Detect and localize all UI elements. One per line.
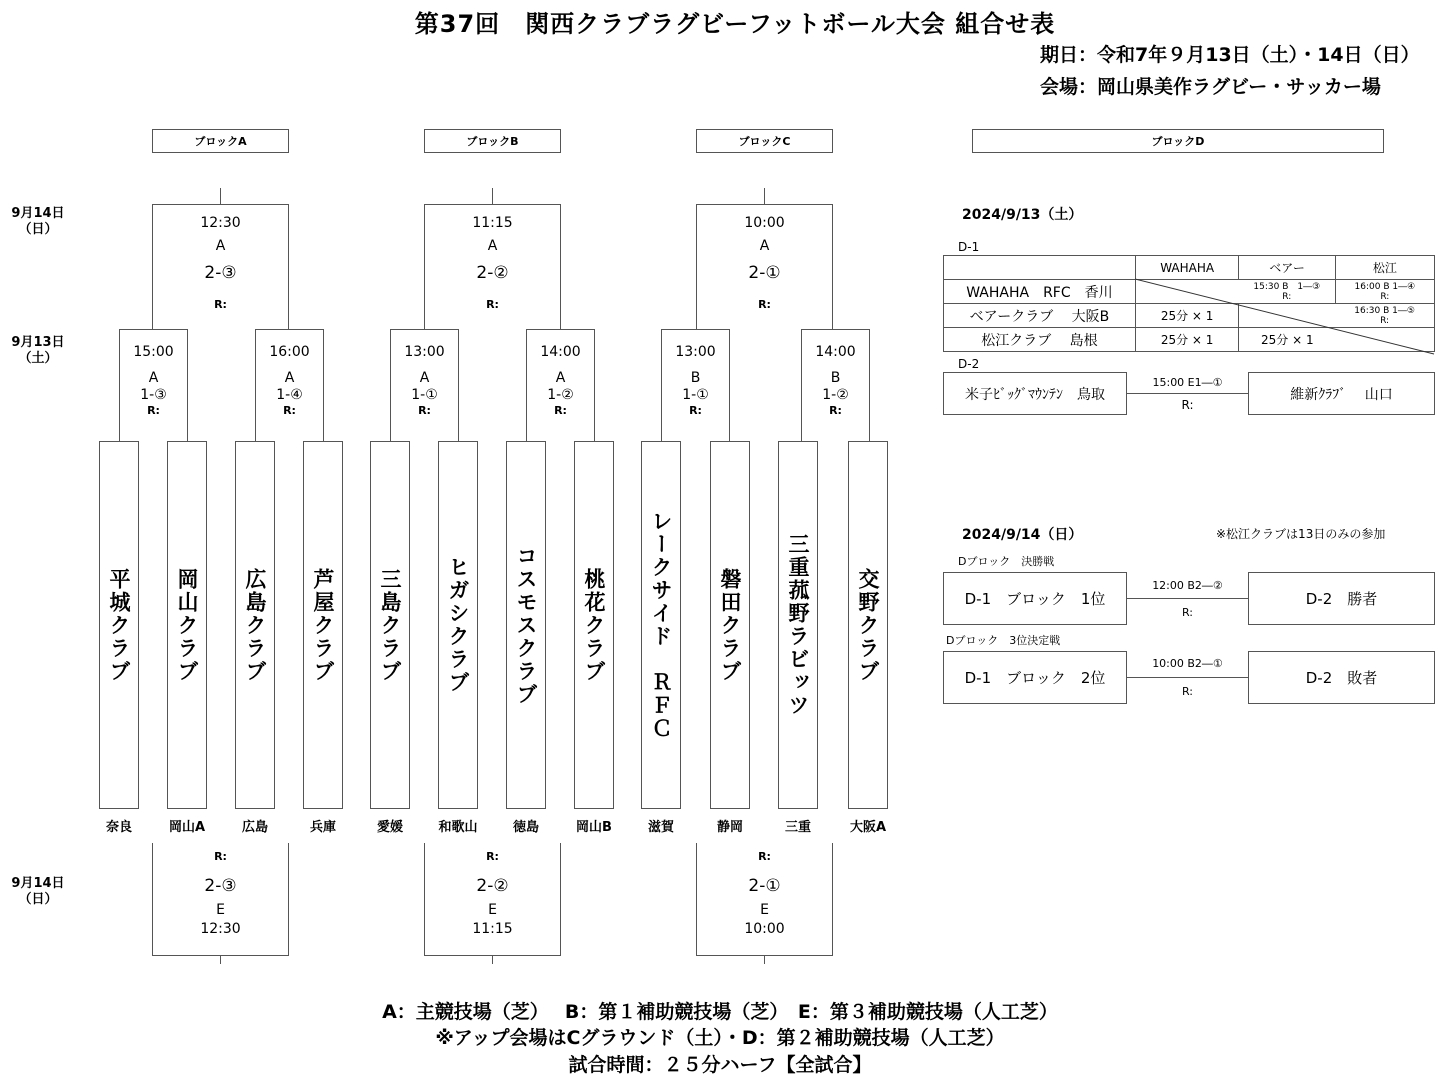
match-code: 1-③ [140, 387, 167, 403]
event-venue: 会場：岡山県美作ラグビー・サッカー場 [1040, 76, 1381, 98]
prefecture-label: 三重 [784, 820, 811, 835]
table-row-team: WAHAHA RFC 香川 [944, 280, 1136, 304]
match-code: 1-② [822, 387, 849, 403]
prefecture-label: 岡山A [168, 820, 206, 835]
referee-label: R: [758, 298, 771, 311]
match-field: A [284, 370, 295, 386]
match-box-c-bottom [696, 843, 833, 956]
referee-label: R: [1181, 685, 1193, 698]
match-box-a-bottom [152, 843, 289, 956]
final-team-right: D-2 勝者 [1248, 572, 1435, 625]
prefecture-label: 岡山B [576, 820, 612, 835]
match-code: 1-② [547, 387, 574, 403]
match-field: B [830, 370, 841, 386]
footer-fields: A：主競技場（芝） B：第１補助競技場（芝） E：第３補助競技場（人工芝） [382, 1001, 1058, 1023]
match-box-first-round [801, 329, 870, 441]
match-code: 2-② [476, 876, 509, 896]
prefecture-label: 大阪A [849, 820, 887, 835]
connector-line [492, 956, 493, 964]
table-row-team: ベアークラブ 大阪B [944, 304, 1136, 328]
referee-label: R: [147, 404, 160, 417]
referee-label: R: [214, 298, 227, 311]
prefecture-label: 愛媛 [376, 820, 403, 835]
referee-label: R: [829, 404, 842, 417]
connector-line [492, 188, 493, 204]
match-box-b-bottom [424, 843, 561, 956]
match-code: 2-③ [204, 263, 237, 283]
match-time: 10:00 [744, 215, 785, 231]
match-field: A [555, 370, 566, 386]
prefecture-label: 滋賀 [647, 820, 674, 835]
referee-label: R: [1181, 398, 1194, 412]
match-time: 14:00 [815, 344, 856, 360]
table-header: WAHAHA [1135, 256, 1239, 280]
match-box-first-round [661, 329, 730, 441]
team-box: 三島クラブ [370, 441, 410, 809]
prefecture-label: 兵庫 [309, 820, 336, 835]
match-time: 15:00 [133, 344, 174, 360]
d2-team-left: 米子ﾋﾞｯｸﾞﾏｳﾝﾃﾝ 鳥取 [943, 372, 1127, 415]
prefecture-label: 静岡 [716, 820, 743, 835]
referee-label: R: [486, 298, 499, 311]
block-d-header: ブロックD [972, 129, 1384, 153]
d1-round-robin-table [943, 255, 1435, 355]
footer-match-time: 試合時間：２５分ハーフ【全試合】 [568, 1054, 872, 1076]
connector-line [1127, 677, 1248, 678]
team-box: 三重菰野ラビッツ [778, 441, 818, 809]
event-date: 期日：令和7年９月13日（土）・14日（日） [1040, 44, 1420, 66]
match-time: 12:30 [200, 921, 241, 937]
match-field: B [690, 370, 701, 386]
match-time: 12:30 [200, 215, 241, 231]
match-box-first-round [119, 329, 188, 441]
team-box: コスモスクラブ [506, 441, 546, 809]
final-label: Dブロック 決勝戦 [958, 555, 1055, 568]
third-match-code: 10:00 B2―① [1152, 657, 1223, 670]
connector-line [220, 188, 221, 204]
third-team-left: D-1 ブロック 2位 [943, 651, 1127, 704]
match-box-a-top [152, 204, 289, 329]
match-field: E [216, 902, 225, 918]
match-field: A [759, 238, 770, 254]
table-cell: 25分 × 1 [1135, 328, 1239, 352]
connector-line [1127, 598, 1248, 599]
match-box-first-round [390, 329, 459, 441]
day-label-sep14-bottom: 9月14日 （日） [11, 876, 65, 907]
final-team-left: D-1 ブロック 1位 [943, 572, 1127, 625]
referee-label: R: [758, 850, 771, 863]
connector-line [764, 188, 765, 204]
block-d-date-day1: 2024/9/13（土） [962, 207, 1083, 223]
match-field: E [760, 902, 769, 918]
prefecture-label: 和歌山 [438, 820, 478, 835]
prefecture-label: 広島 [241, 820, 268, 835]
match-code: 2-③ [204, 876, 237, 896]
third-place-label: Dブロック 3位決定戦 [946, 634, 1061, 647]
team-box: 平城クラブ [99, 441, 139, 809]
referee-label: R: [689, 404, 702, 417]
team-box: ヒガシクラブ [438, 441, 478, 809]
d2-team-right: 維新ｸﾗﾌﾞ 山口 [1248, 372, 1435, 415]
match-time: 16:00 [269, 344, 310, 360]
table-row-team: 松江クラブ 島根 [944, 328, 1136, 352]
team-box: 芦屋クラブ [303, 441, 343, 809]
table-cell: 25分 × 1 [1239, 328, 1335, 352]
referee-label: R: [418, 404, 431, 417]
referee-label: R: [554, 404, 567, 417]
third-team-right: D-2 敗者 [1248, 651, 1435, 704]
table-header: 松江 [1335, 256, 1434, 280]
table-cell: 15:30 B 1―③ R: [1239, 280, 1335, 304]
match-code: 1-④ [276, 387, 303, 403]
match-code: 1-① [411, 387, 438, 403]
day-label-sep13: 9月13日 （土） [11, 335, 65, 366]
match-field: A [419, 370, 430, 386]
match-time: 14:00 [540, 344, 581, 360]
match-time: 11:15 [472, 215, 513, 231]
prefecture-label: 徳島 [512, 820, 539, 835]
diagonal-line [943, 255, 1435, 355]
match-field: E [488, 902, 497, 918]
match-time: 13:00 [404, 344, 445, 360]
team-box: 交野クラブ [848, 441, 888, 809]
connector-line [764, 956, 765, 964]
d2-label: D-2 [958, 357, 980, 371]
table-header: ベアー [1239, 256, 1335, 280]
team-box: 広島クラブ [235, 441, 275, 809]
match-code: 2-① [748, 263, 781, 283]
match-box-b-top [424, 204, 561, 329]
team-box: 岡山クラブ [167, 441, 207, 809]
match-code: 2-② [476, 263, 509, 283]
block-b-header: ブロックB [424, 129, 561, 153]
match-field: A [215, 238, 226, 254]
final-match-code: 12:00 B2―② [1152, 579, 1223, 592]
match-box-first-round [526, 329, 595, 441]
block-a-header: ブロックA [152, 129, 289, 153]
match-time: 10:00 [744, 921, 785, 937]
match-code: 2-① [748, 876, 781, 896]
match-box-first-round [255, 329, 324, 441]
referee-label: R: [1181, 606, 1193, 619]
team-box: 磐田クラブ [710, 441, 750, 809]
d2-match-code: 15:00 E1―① [1152, 376, 1223, 389]
table-cell: 16:30 B 1―⑤ R: [1335, 304, 1434, 328]
referee-label: R: [283, 404, 296, 417]
block-c-header: ブロックC [696, 129, 833, 153]
table-cell: 25分 × 1 [1135, 304, 1239, 328]
match-field: A [148, 370, 159, 386]
match-time: 13:00 [675, 344, 716, 360]
participation-note: ※松江クラブは13日のみの参加 [1216, 527, 1386, 541]
day-label-sep14-top: 9月14日 （日） [11, 206, 65, 237]
match-field: A [487, 238, 498, 254]
team-box: 桃花クラブ [574, 441, 614, 809]
match-time: 11:15 [472, 921, 513, 937]
referee-label: R: [486, 850, 499, 863]
block-d-date-day2: 2024/9/14（日） [962, 527, 1083, 543]
match-box-c-top [696, 204, 833, 329]
connector-line [1127, 393, 1248, 394]
footer-warmup: ※アップ会場はCグラウンド（土）・D：第２補助競技場（人工芝） [435, 1027, 1005, 1049]
team-box: レークサイド ＲＦＣ [641, 441, 681, 809]
table-cell: 16:00 B 1―④ R: [1335, 280, 1434, 304]
prefecture-label: 奈良 [105, 820, 132, 835]
connector-line [220, 956, 221, 964]
d1-label: D-1 [958, 240, 980, 254]
referee-label: R: [214, 850, 227, 863]
match-code: 1-① [682, 387, 709, 403]
page-title: 第37回 関西クラブラグビーフットボール大会 組合せ表 [414, 10, 1056, 38]
